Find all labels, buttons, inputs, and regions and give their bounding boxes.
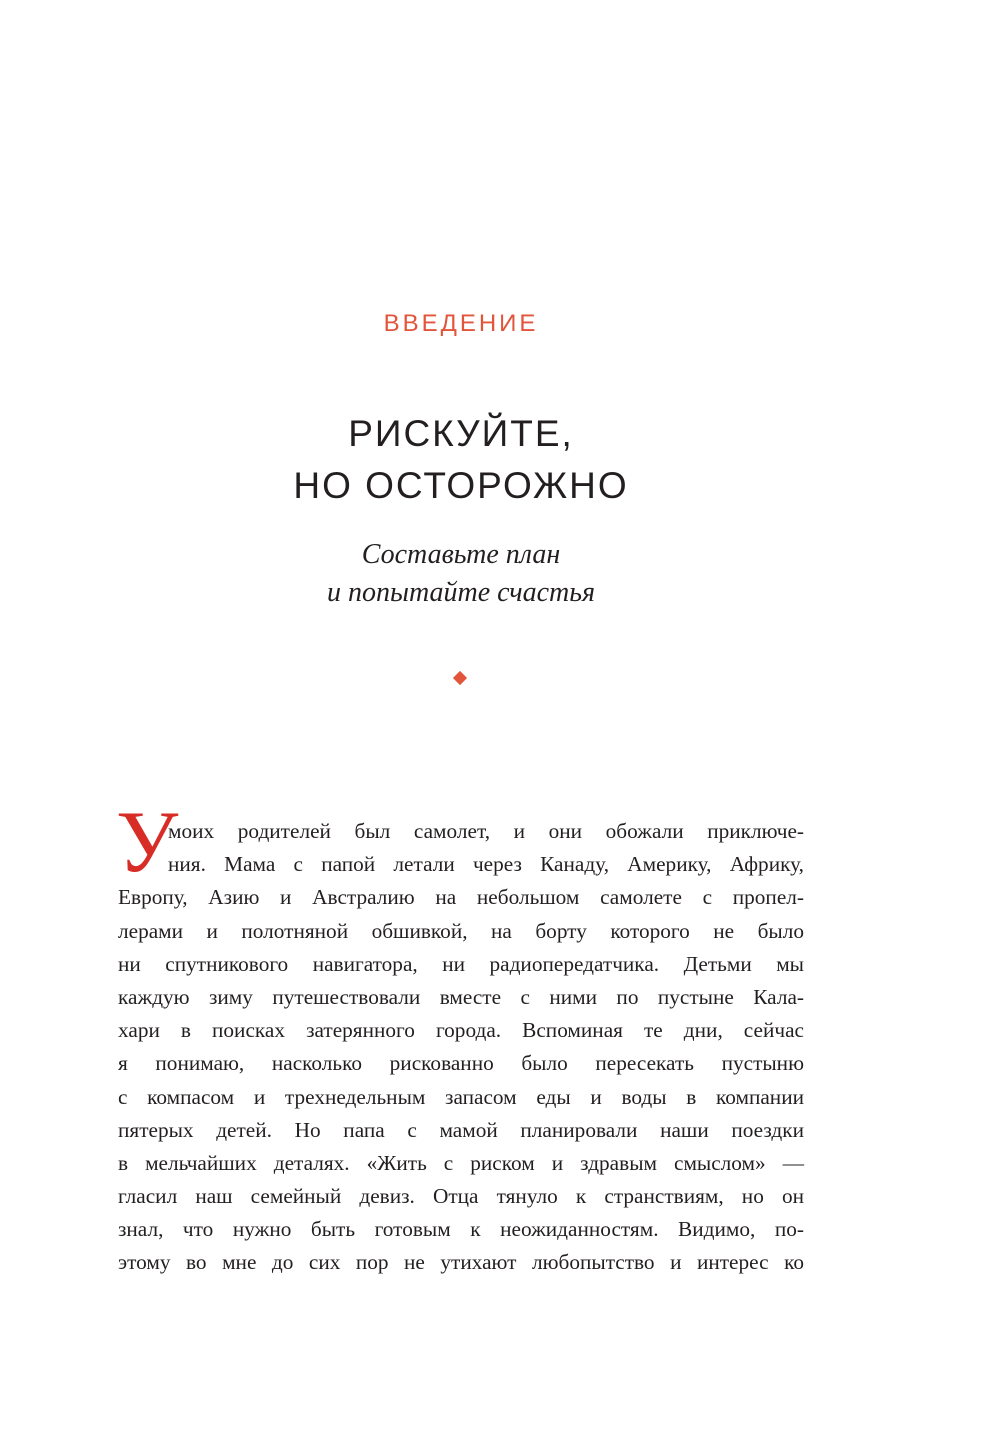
chapter-subtitle-line: Составьте план [361, 539, 561, 570]
chapter-title [0, 408, 922, 512]
body-line: гласил наш семейный девиз. Отца тянуло к странствиям, но он [118, 1184, 804, 1209]
body-line: в мельчайших деталях. «Жить с риском и здравым смыслом» — [118, 1150, 804, 1175]
chapter-subtitle [0, 536, 922, 612]
body-paragraph [118, 815, 804, 1280]
body-line: каждую зиму путешествовали вместе с ними по пустыне Кала- [118, 984, 804, 1009]
body-line: я понимаю, насколько рискованно было пересекать пустыню [118, 1051, 804, 1076]
body-line: ния. Мама с папой летали через Канаду, Америку, Африку, [168, 852, 804, 877]
body-line: ни спутникового навигатора, ни радиопередатчика. Детьми мы [118, 951, 804, 976]
chapter-title-line: РИСКУЙТЕ, [348, 413, 574, 454]
body-line: лерами и полотняной обшивкой, на борту которого не было [118, 918, 804, 943]
body-line: этому во мне до сих пор не утихают любопытство и интерес ко [118, 1250, 804, 1275]
body-line: с компасом и трехнедельным запасом еды и воды в компании [118, 1084, 804, 1109]
body-line: знал, что нужно быть готовым к неожиданностям. Видимо, по- [118, 1217, 804, 1242]
diamond-ornament-icon [453, 671, 467, 685]
chapter-title-line: НО ОСТОРОЖНО [293, 465, 629, 506]
body-line: пятерых детей. Но папа с мамой планировали наши поездки [118, 1117, 804, 1142]
chapter-subtitle-line: и попытайте счастья [327, 577, 595, 608]
body-line: Европу, Азию и Австралию на небольшом самолете с пропел- [118, 885, 804, 910]
body-line: хари в поисках затерянного города. Вспоминая те дни, сейчас [118, 1018, 804, 1043]
body-line: моих родителей был самолет, и они обожали приключе- [168, 819, 804, 843]
chapter-label: ВВЕДЕНИЕ [383, 310, 539, 337]
drop-cap: У [116, 794, 179, 891]
